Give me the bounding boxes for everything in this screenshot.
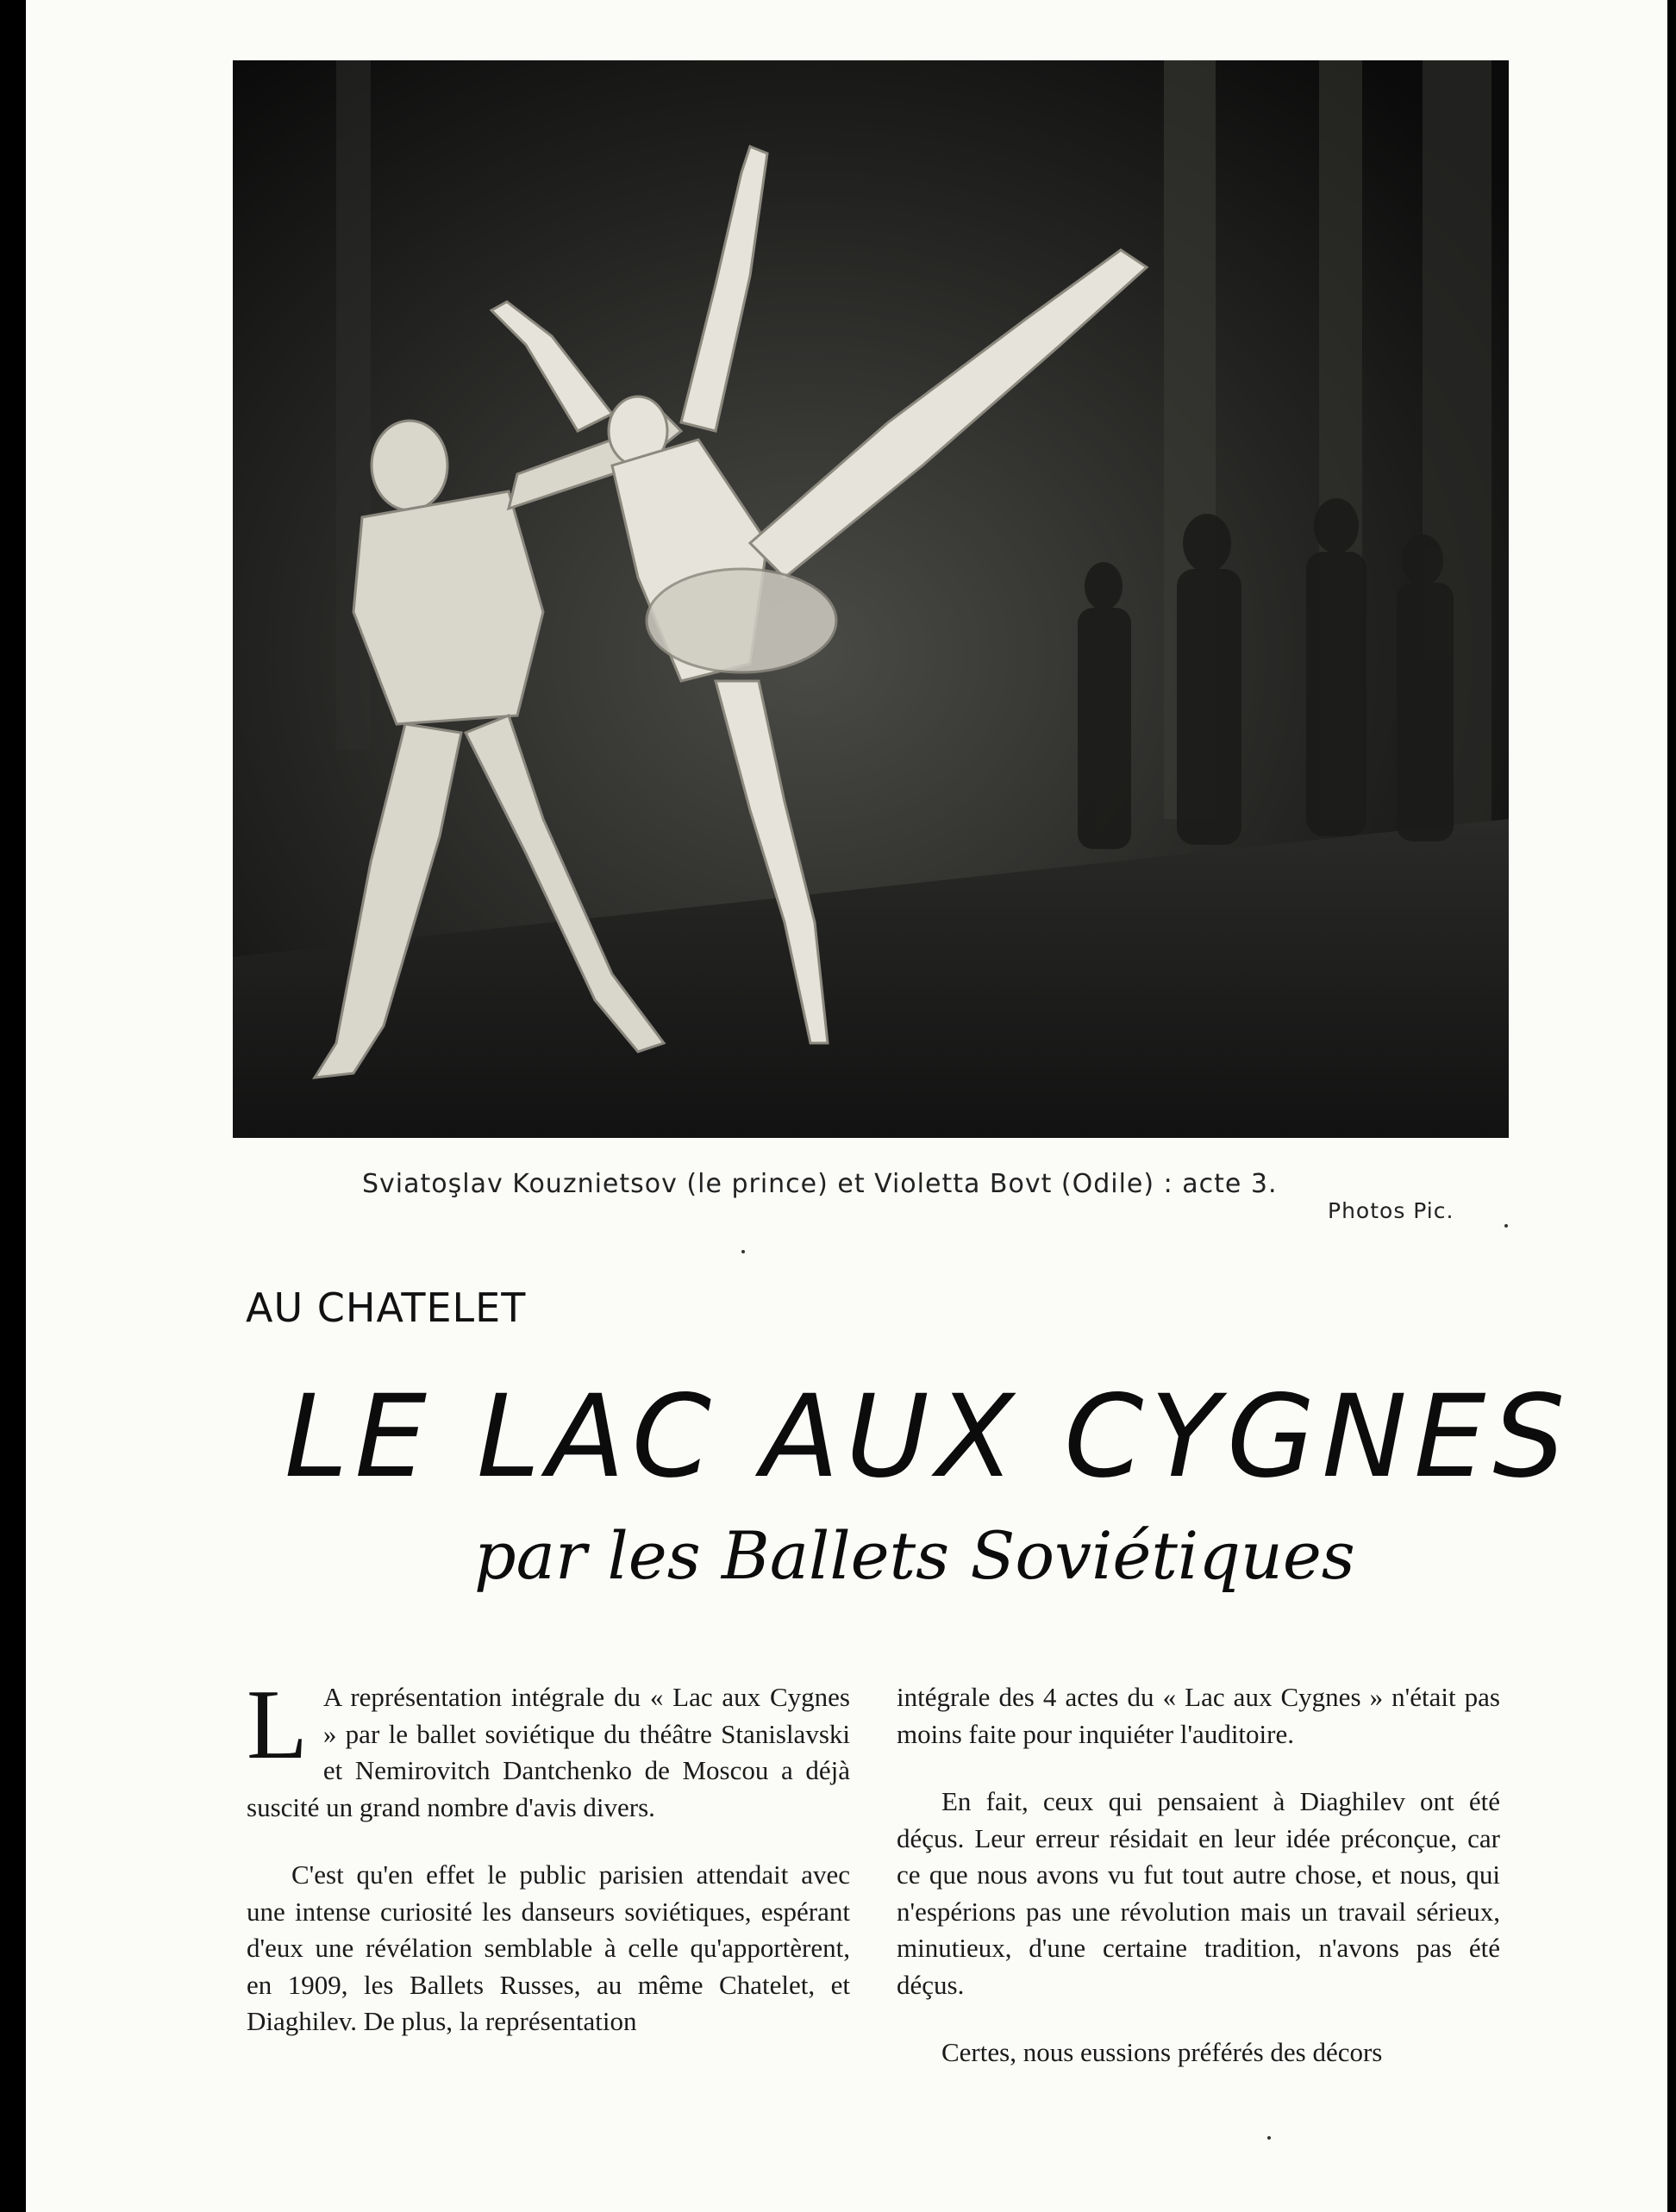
article-headline: LE LAC AUX CYGNES bbox=[285, 1371, 1573, 1503]
paragraph: C'est qu'en effet le public parisien attendait avec une intense curiosité les danseurs soviétiques, espérant d'eux une révélation semblable à celle qu'apportèrent, en 1909, les Ballets Russes, au même Chatelet, et Diaghilev. De plus, la représentation bbox=[247, 1859, 850, 2036]
scan-speck bbox=[1504, 1224, 1508, 1228]
scan-speck bbox=[1267, 2136, 1271, 2140]
ballet-photo bbox=[233, 60, 1509, 1138]
drop-cap: L bbox=[247, 1670, 308, 1780]
article-column-left bbox=[247, 1670, 850, 2071]
scan-speck bbox=[741, 1250, 745, 1253]
paragraph: intégrale des 4 actes du « Lac aux Cygnes » n'était pas moins faite pour inquiéter l'auditoire. bbox=[897, 1682, 1500, 1749]
photo-caption: Sviatoşlav Kouznietsov (le prince) et Violetta Bovt (Odile) : acte 3. bbox=[362, 1169, 1278, 1199]
paragraph bbox=[247, 1670, 850, 1826]
magazine-page bbox=[26, 0, 1667, 2212]
article-column-right bbox=[897, 1679, 1500, 2103]
paragraph-text: A représentation intégrale du « Lac aux Cygnes » par le ballet soviétique du théâtre Stanislavski et Nemirovitch Dantchenko de Moscou a déjà suscité un grand nombre d'avis divers. bbox=[247, 1682, 850, 1822]
article-subheadline: par les Ballets Soviétiques bbox=[474, 1517, 1355, 1594]
paragraph: Certes, nous eussions préférés des décors bbox=[941, 2037, 1383, 2067]
ballet-photo-illustration bbox=[233, 60, 1509, 1138]
section-kicker: AU CHATELET bbox=[246, 1284, 527, 1331]
paragraph: En fait, ceux qui pensaient à Diaghilev ont été déçus. Leur erreur résidait en leur idée préconçue, car ce que nous avons vu fut tout autre chose, et nous, qui n'espérions pas une révolution mais un travail sérieux, minutieux, d'une certaine tradition, n'avons pas été déçus. bbox=[897, 1786, 1500, 2000]
photo-credit: Photos Pic. bbox=[1328, 1198, 1454, 1223]
